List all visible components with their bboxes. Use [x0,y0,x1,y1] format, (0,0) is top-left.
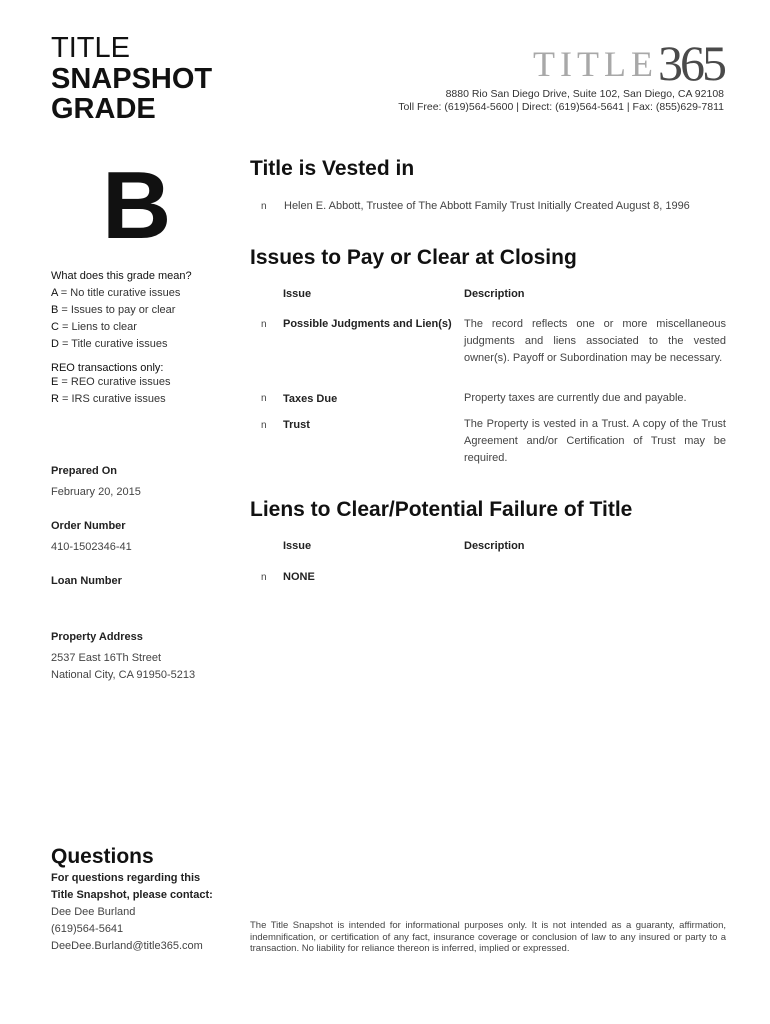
title365-logo [533,30,724,91]
grade-legend-item-a: A = No title curative issues [51,287,181,299]
issue-description: Property taxes are currently due and payable. [464,392,687,404]
logo-text: TITLE [533,44,658,84]
grade-legend-title: What does this grade mean? [51,270,192,282]
issue-description: The record reflects one or more miscellaneous judgments and liens associated to the vested owner(s). Payoff or Subordination may be necessary. [464,318,726,364]
grade-legend-item-b: B = Issues to pay or clear [51,304,176,316]
property-address-line2: National City, CA 91950-5213 [51,669,196,681]
issues-col-issue: Issue [283,288,312,300]
questions-line2: Title Snapshot, please contact: [51,889,213,901]
company-contact-numbers: Toll Free: (619)564-5600 | Direct: (619)564-5641 | Fax: (855)629-7811 [398,101,724,113]
contact-name: Dee Dee Burland [51,906,136,918]
grade-legend-item-c: C = Liens to clear [51,321,137,333]
questions-line1: For questions regarding this [51,872,201,884]
liens-col-description: Description [464,540,525,552]
grade-legend-item-d: D = Title curative issues [51,338,168,350]
vested-section-title: Title is Vested in [250,157,415,180]
questions-title: Questions [51,845,154,868]
contact-email: DeeDee.Burland@title365.com [51,940,203,952]
disclaimer-text: The Title Snapshot is intended for informational purposes only. It is not intended as a guaranty, affirmation, indemnification, or certification of any fact, insurance coverage or conclusion of law to any insured or party to a transaction. No liability for reliance thereon is inferred, implied or expressed. [250,920,726,955]
order-number-value: 410-1502346-41 [51,541,132,553]
bullet-marker: n [261,420,267,431]
issue-item: Possible Judgments and Lien(s) [283,318,452,330]
lien-item: NONE [283,571,315,583]
logo-number: 365 [658,35,724,91]
page-title-line1: TITLE [51,32,130,64]
grade-letter: B [102,152,172,259]
reo-legend-title: REO transactions only: [51,362,164,374]
bullet-marker: n [261,201,267,212]
issues-section-title: Issues to Pay or Clear at Closing [250,246,577,269]
page-title-line2: SNAPSHOT [51,63,213,95]
vested-owner-text: Helen E. Abbott, Trustee of The Abbott Family Trust Initially Created August 8, 1996 [284,200,690,212]
property-address-line1: 2537 East 16Th Street [51,652,162,664]
grade-legend-item-e: E = REO curative issues [51,376,171,388]
loan-number-label: Loan Number [51,575,122,587]
company-address: 8880 Rio San Diego Drive, Suite 102, San Diego, CA 92108 [445,88,724,100]
order-number-label: Order Number [51,520,126,532]
issue-description: The Property is vested in a Trust. A copy of the Trust Agreement and/or Certification of Trust may be required. [464,418,726,464]
bullet-marker: n [261,572,267,583]
grade-legend-item-r: R = IRS curative issues [51,393,166,405]
bullet-marker: n [261,319,267,330]
issue-item: Taxes Due [283,393,338,405]
liens-col-issue: Issue [283,540,312,552]
issues-col-description: Description [464,288,525,300]
page-title-line3: GRADE [51,93,156,125]
prepared-on-value: February 20, 2015 [51,486,141,498]
bullet-marker: n [261,393,267,404]
issue-item: Trust [283,419,310,431]
contact-phone: (619)564-5641 [51,923,124,935]
prepared-on-label: Prepared On [51,465,118,477]
property-address-label: Property Address [51,631,143,643]
liens-section-title: Liens to Clear/Potential Failure of Title [250,498,633,521]
